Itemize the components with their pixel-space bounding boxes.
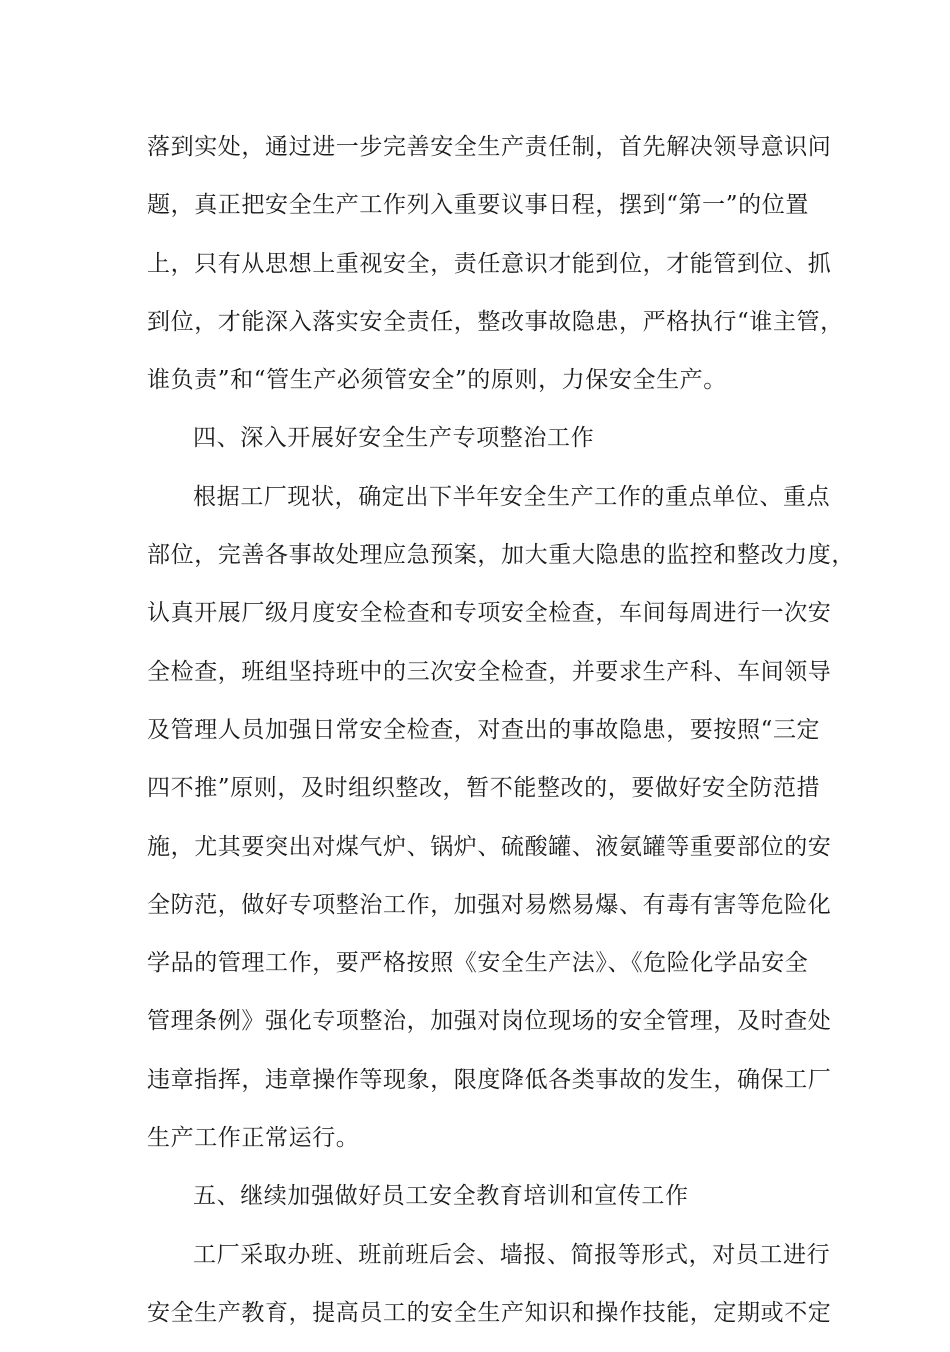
text-line: 认真开展厂级月度安全检查和专项安全检查，车间每周进行一次安 xyxy=(147,600,832,627)
text-line: 上，只有从思想上重视安全，责任意识才能到位，才能管到位、抓 xyxy=(147,250,832,277)
text-line: 谁负责”和“管生产必须管安全”的原则，力保安全生产。 xyxy=(147,367,727,394)
paragraph-first-line: 五、继续加强做好员工安全教育培训和宣传工作 xyxy=(193,1183,689,1210)
text-line: 安全生产教育，提高员工的安全生产知识和操作技能，定期或不定 xyxy=(147,1299,832,1326)
text-line: 到位，才能深入落实安全责任，整改事故隐患，严格执行“谁主管， xyxy=(147,308,844,335)
text-line: 施，尤其要突出对煤气炉、锅炉、硫酸罐、液氨罐等重要部位的安 xyxy=(147,833,832,860)
text-line: 落到实处，通过进一步完善安全生产责任制，首先解决领导意识问 xyxy=(147,134,832,160)
text-line: 及管理人员加强日常安全检查，对查出的事故隐患，要按照“三定 xyxy=(147,716,821,743)
text-line: 违章指挥，违章操作等现象，限度降低各类事故的发生，确保工厂 xyxy=(147,1066,832,1093)
text-line: 学品的管理工作，要严格按照《安全生产法》、《危险化学品安全 xyxy=(147,950,809,977)
paragraph-first-line: 四、深入开展好安全生产专项整治工作 xyxy=(193,425,595,452)
text-line: 全防范，做好专项整治工作，加强对易燃易爆、有毒有害等危险化 xyxy=(147,891,832,918)
text-line: 管理条例》强化专项整治，加强对岗位现场的安全管理，及时查处 xyxy=(147,1008,832,1035)
text-line: 全检查，班组坚持班中的三次安全检查，并要求生产科、车间领导 xyxy=(147,658,832,685)
text-line: 四不推”原则，及时组织整改，暂不能整改的，要做好安全防范措 xyxy=(147,775,821,802)
paragraph-first-line: 工厂采取办班、班前班后会、墙报、简报等形式，对员工进行 xyxy=(193,1241,831,1268)
text-line: 题，真正把安全生产工作列入重要议事日程，摆到“第一”的位置 xyxy=(147,192,809,219)
text-line: 部位，完善各事故处理应急预案，加大重大隐患的监控和整改力度， xyxy=(147,542,855,569)
paragraph-first-line: 根据工厂现状，确定出下半年安全生产工作的重点单位、重点 xyxy=(193,483,831,510)
document-body xyxy=(147,128,855,1352)
text-line: 生产工作正常运行。 xyxy=(147,1125,360,1152)
